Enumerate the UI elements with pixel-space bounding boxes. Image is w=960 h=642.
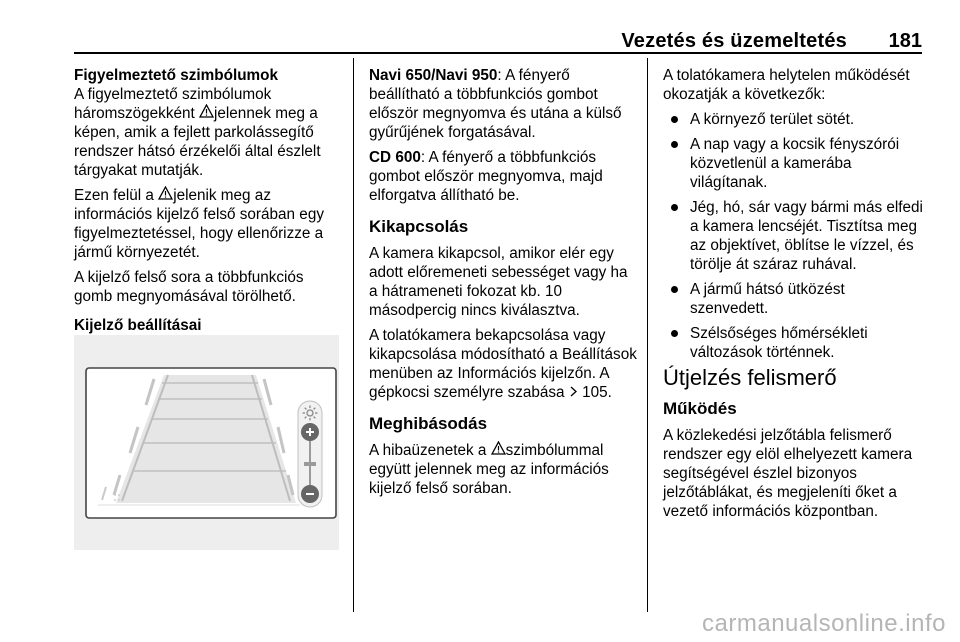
header-title: Vezetés és üzemeltetés [621,30,847,52]
text: jelennek meg a képen, amik a fejlett parkolássegítő rendszer hátsó érzékelői által észlelt tárgyakat mutatják. [74,105,321,179]
subheading-operation: Működés [663,399,737,418]
heading-switch-off: Kikapcsolás [369,217,469,236]
page-reference: 105. [582,384,612,401]
text: A tolatókamera bekapcsolása vagy kikapcsolása módosítható a Beállítások menüben az Információs kijelzőn. A gépkocsi személyre szabása [369,327,637,401]
list-item [663,324,925,362]
paragraph-warning-triangles [74,85,344,180]
heading-warning-symbols: Figyelmeztető szimbólumok [74,67,278,84]
label-cd600: CD 600 [369,149,421,166]
heading-display-settings: Kijelző beállításai [74,317,202,334]
paragraph-cd600 [369,148,639,205]
text: A hibaüzenetek a [369,442,491,459]
list-item [663,135,925,192]
brightness-sun-icon [302,405,318,421]
camera-display-illustration [74,335,339,550]
warning-triangle-icon [199,104,214,121]
text: Jég, hó, sár vagy bármi más elfedi a kamera lencséjét. Tisztítsa meg az objektívet, öblítse le vízzel, és törölje át száraz ruhával. [690,199,923,273]
text: jelenik meg az információs kijelző felső sorában egy figyelmeztetéssel, hogy ellenőrizze a jármű környezetét. [74,187,324,261]
text: Ezen felül a [74,187,159,204]
column-divider [353,58,354,612]
text: Szélsőséges hőmérsékleti változások történnek. [690,325,868,361]
warning-triangle-icon [158,186,173,203]
paragraph-switch-off: A kamera kikapcsol, amikor elér egy adott előremeneti sebességet vagy ha a hátrameneti fokozat kb. 10 másodpercig nincs kiválasztva. [369,245,628,319]
text: A nap vagy a kocsik fényszórói közvetlenül a kamerába világítanak. [690,136,900,191]
middle-column [369,66,639,504]
watermark: carmanualsonline.info [702,610,946,637]
label-navi: Navi 650/Navi 950 [369,67,498,84]
right-column [663,66,925,527]
header-rule [74,52,922,54]
paragraph-settings [369,326,639,402]
malfunction-list [663,110,925,362]
brightness-increase-button[interactable] [301,423,319,441]
section-title: Útjelzés felismerő [663,365,837,390]
paragraph-info-display [74,186,344,262]
paragraph-operation: A közlekedési jelzőtábla felismerő rendszer egy elöl elhelyezett kamera segítségével észlel bizonyos jelzőtáblákat, és megjeleníti őket a vezető információs központban. [663,427,913,520]
text: : A fényerő beállítható a többfunkciós gombot először megnyomva és utána a külső gyűrűjének forgatásával. [369,67,622,141]
paragraph-fault [369,441,639,498]
warning-triangle-icon [491,441,506,458]
plus-icon [301,423,319,441]
left-column [74,66,344,335]
list-item [663,110,925,129]
page-number: 181 [888,30,922,52]
text: A jármű hátsó ütközést szenvedett. [690,281,845,317]
minus-icon [301,485,319,503]
text: : A fényerő a többfunkciós gombot először megnyomva, majd elforgatva állítható be. [369,149,603,204]
heading-fault: Meghibásodás [369,414,488,433]
column-divider [647,58,648,612]
text: szimbólummal együtt jelennek meg az információs kijelző felső sorában. [369,442,609,497]
list-item [663,280,925,318]
paragraph-clear-top-line: A kijelző felső sora a többfunkciós gomb megnyomásával törölhető. [74,269,304,305]
text: A figyelmeztető szimbólumok háromszögekként [74,86,272,122]
page-reference-arrow-icon [569,384,578,401]
paragraph-malfunction-intro: A tolatókamera helytelen működését okozatják a következők: [663,67,910,103]
paragraph-navi [369,66,639,142]
text: A környező terület sötét. [690,111,855,128]
brightness-decrease-button[interactable] [301,485,319,503]
list-item [663,198,925,274]
